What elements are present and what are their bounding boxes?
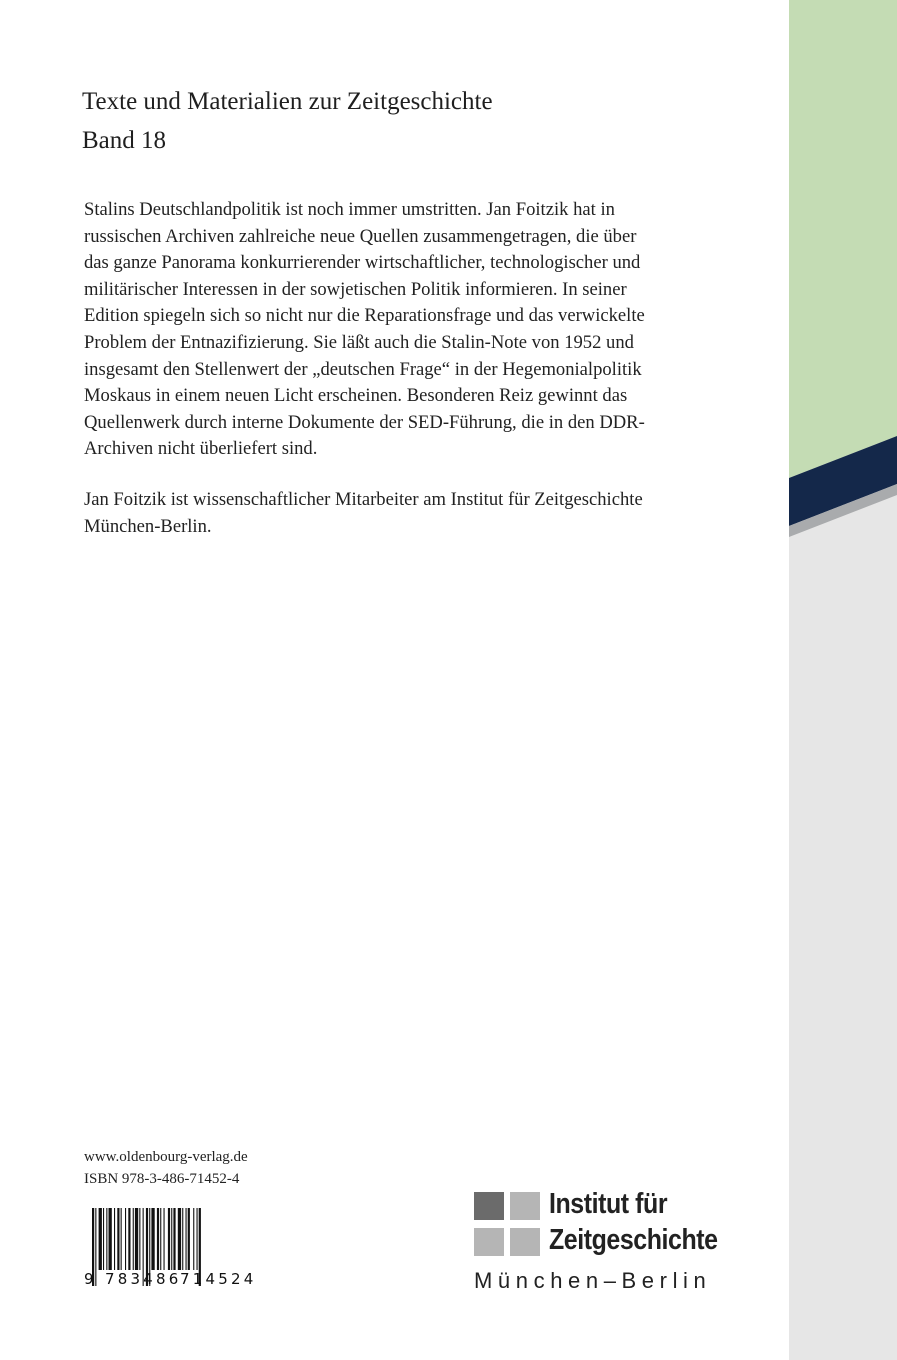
blurb-line: Edition spiegeln sich so nicht nur die Reparationsfrage und das verwickelte xyxy=(84,305,645,327)
blurb-line: Quellenwerk durch interne Dokumente der SED-Führung, die in den DDR- xyxy=(84,411,645,433)
barcode-bar xyxy=(121,1208,122,1270)
barcode-bar xyxy=(133,1208,134,1270)
barcode-bar xyxy=(178,1208,181,1270)
blurb-line: militärischer Interessen in der sowjetischen Politik informieren. In seiner xyxy=(84,278,627,300)
barcode-digit-first: 9 xyxy=(84,1270,94,1288)
logo-line-1: Institut für xyxy=(549,1188,668,1220)
barcode-bar xyxy=(135,1208,138,1270)
blurb-text xyxy=(84,197,784,540)
spine-graphic xyxy=(789,0,897,1360)
logo-square-icon xyxy=(510,1228,540,1256)
blurb-line: Archiven nicht überliefert sind. xyxy=(84,438,318,460)
blurb-paragraph xyxy=(84,197,784,463)
barcode-bar xyxy=(157,1208,159,1270)
logo-line-2: Zeitgeschichte xyxy=(549,1224,718,1256)
series-heading xyxy=(82,82,493,160)
barcode-bar xyxy=(139,1208,140,1270)
logo-line-3: München–Berlin xyxy=(474,1268,712,1293)
spine-green-area xyxy=(789,0,897,478)
publisher-info xyxy=(84,1146,248,1190)
barcode-bar xyxy=(186,1208,187,1270)
barcode-bar xyxy=(182,1208,183,1270)
barcode-bar xyxy=(197,1208,198,1270)
series-volume: Band 18 xyxy=(82,127,167,154)
barcode-digits-left: 783486 xyxy=(105,1270,182,1288)
bio-line: Jan Foitzik ist wissenschaftlicher Mitarbeiter am Institut für Zeitgeschichte xyxy=(84,488,643,510)
barcode-bar xyxy=(117,1208,119,1270)
blurb-line: insgesamt den Stellenwert der „deutschen Frage“ in der Hegemonialpolitik xyxy=(84,358,642,380)
barcode-bar xyxy=(103,1208,104,1270)
barcode-bar xyxy=(164,1208,165,1270)
barcode-bar xyxy=(109,1208,112,1270)
author-bio xyxy=(84,487,784,540)
barcode-bar xyxy=(128,1208,130,1270)
isbn-text: ISBN 978-3-486-71452-4 xyxy=(84,1171,240,1187)
series-title: Texte und Materialien zur Zeitgeschichte xyxy=(82,88,493,115)
institute-logo xyxy=(474,1188,744,1302)
barcode-bar xyxy=(171,1208,172,1270)
blurb-line: russischen Archiven zahlreiche neue Quellen zusammengetragen, die über xyxy=(84,225,637,247)
blurb-line: Problem der Entnazifizierung. Sie läßt auch die Stalin-Note von 1952 und xyxy=(84,331,634,353)
barcode-bar xyxy=(160,1208,161,1270)
barcode-bar xyxy=(114,1208,115,1270)
barcode-bar xyxy=(188,1208,190,1270)
spine-band xyxy=(789,0,897,1360)
barcode-bar xyxy=(106,1208,107,1270)
barcode-bar xyxy=(95,1208,96,1286)
barcode-bar xyxy=(168,1208,170,1270)
bio-line: München-Berlin. xyxy=(84,515,212,537)
blurb-line: Moskaus in einem neuen Licht erscheinen. Besonderen Reiz gewinnt das xyxy=(84,385,628,407)
logo-square-icon xyxy=(474,1228,504,1256)
barcode-digits-right: 714524 xyxy=(180,1270,257,1288)
blurb-line: das ganze Panorama konkurrierender wirtschaftlicher, technologischer und xyxy=(84,252,641,274)
barcode-bar xyxy=(125,1208,126,1270)
publisher-website: www.oldenbourg-verlag.de xyxy=(84,1149,248,1165)
barcode-bar xyxy=(193,1208,194,1270)
barcode-bar xyxy=(151,1208,154,1270)
logo-square-icon xyxy=(474,1192,504,1220)
blurb-line: Stalins Deutschlandpolitik ist noch immer umstritten. Jan Foitzik hat in xyxy=(84,199,615,220)
barcode-bar xyxy=(99,1208,102,1270)
barcode-bar xyxy=(173,1208,175,1270)
logo-square-icon xyxy=(510,1192,540,1220)
